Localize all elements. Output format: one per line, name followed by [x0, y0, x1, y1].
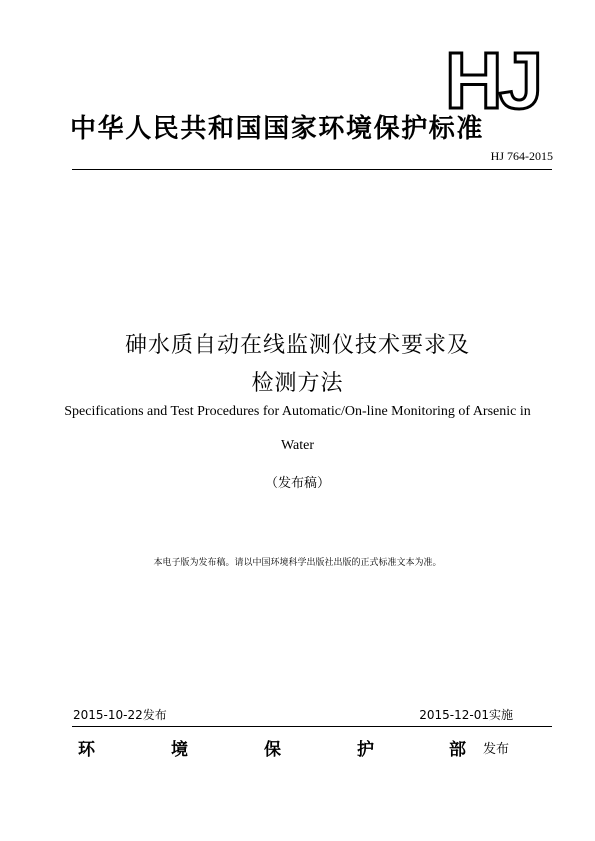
- notice-text: 本电子版为发布稿。请以中国环境科学出版社出版的正式标准文本为准。: [153, 558, 442, 568]
- publisher-char: 环: [78, 740, 95, 760]
- org-title: 中华人民共和国国家环境保护标准: [70, 114, 485, 144]
- title-cn-line1: 砷水质自动在线监测仪技术要求及: [124, 333, 470, 358]
- title-cn-line2: 检测方法: [251, 371, 344, 396]
- publisher-char: 部: [449, 740, 466, 760]
- publisher-char: 境: [171, 740, 188, 760]
- title-en-line2: Water: [280, 438, 315, 453]
- standard-code: HJ 764-2015: [490, 149, 553, 163]
- effective-date: 2015-12-01实施: [419, 708, 513, 722]
- svg-text:HJ: HJ: [444, 46, 540, 114]
- draft-label: （发布稿）: [264, 476, 330, 491]
- issue-date: 2015-10-22发布: [73, 708, 167, 722]
- publisher-char: 护: [357, 740, 374, 760]
- footer-divider: [72, 726, 552, 727]
- publisher-char: 保: [264, 740, 281, 760]
- header-divider: [72, 169, 552, 170]
- title-en-line1: Specifications and Test Procedures for Automatic/On-line Monitoring of Arsenic in: [64, 404, 531, 419]
- publish-suffix: 发布: [483, 742, 510, 757]
- hj-logo: [438, 46, 548, 114]
